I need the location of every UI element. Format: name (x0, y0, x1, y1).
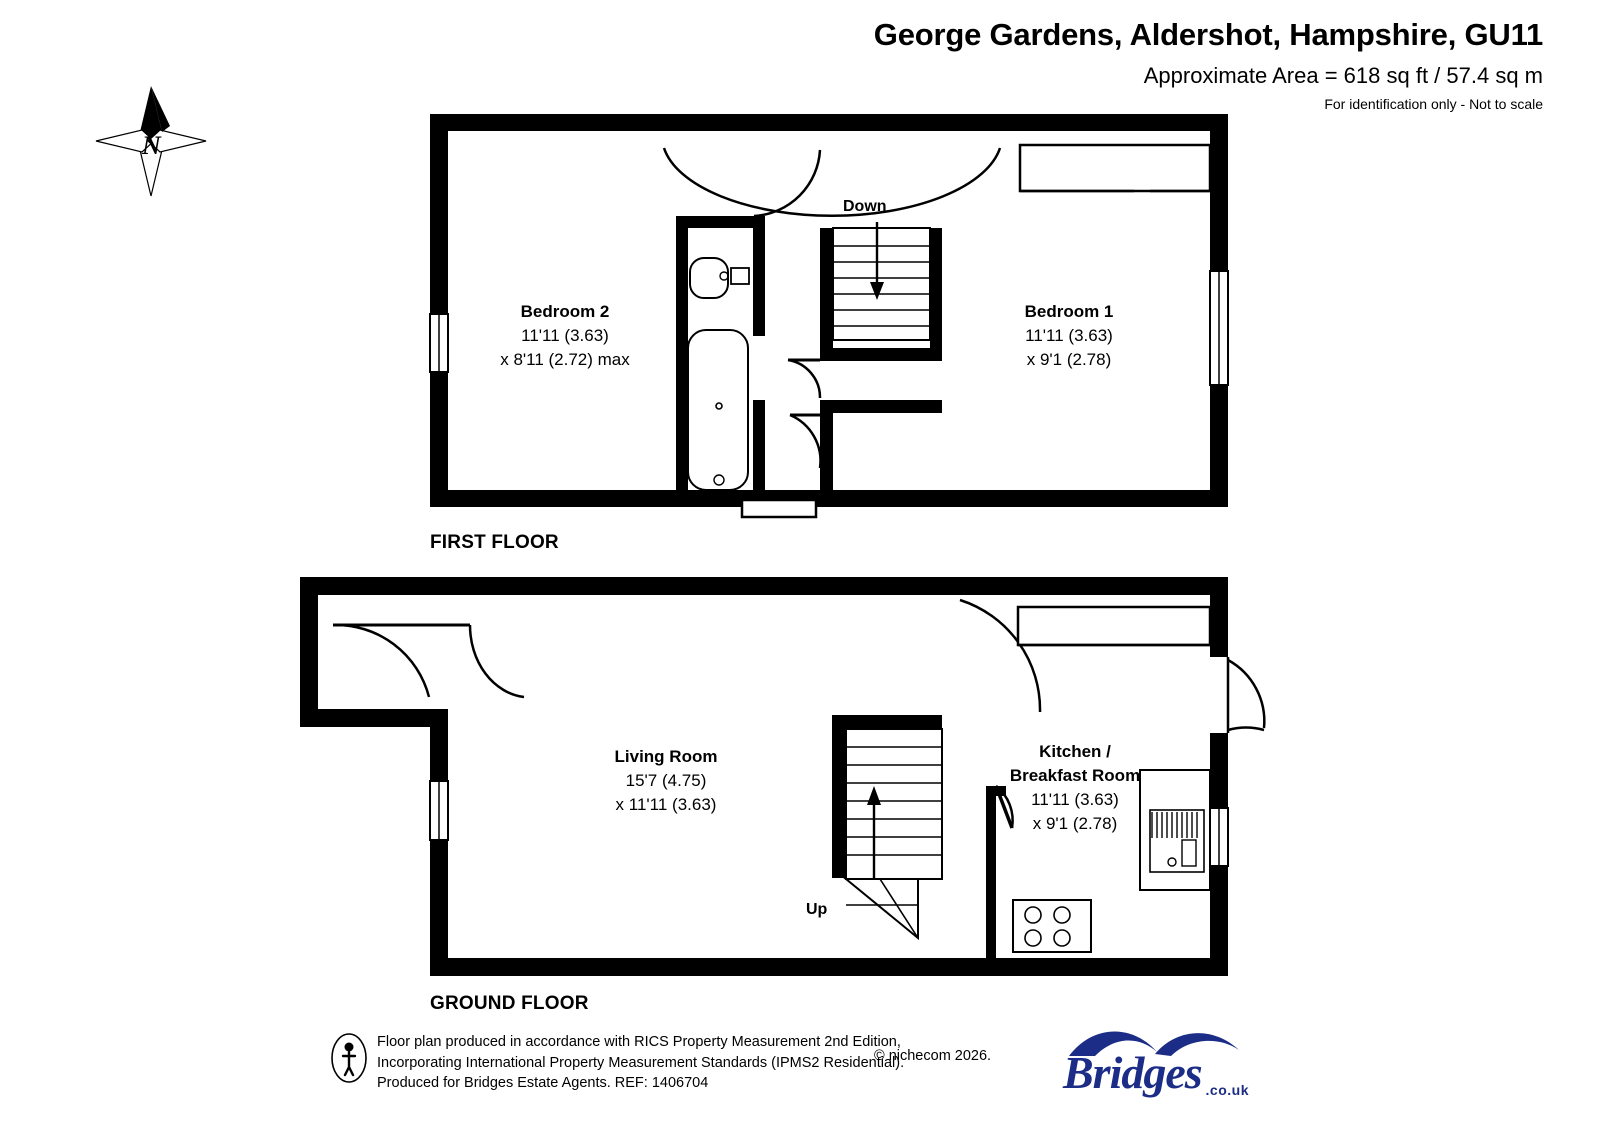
room-dimension-1: 11'11 (3.63) (1031, 790, 1119, 810)
accessibility-person-icon (331, 1033, 367, 1083)
ground-floor-staircase (846, 729, 942, 938)
footer-line-3: Produced for Bridges Estate Agents. REF: 1406704 (377, 1075, 709, 1092)
room-name: Bedroom 2 (520, 302, 610, 321)
bathroom-fixtures (688, 258, 749, 490)
room-name: Bedroom 1 (1024, 302, 1114, 321)
disclaimer-text: For identification only - Not to scale (1324, 96, 1543, 113)
staircase-label-down: Down (843, 198, 887, 215)
room-dimension-2: x 9'1 (2.78) (1032, 814, 1118, 834)
page-title: George Gardens, Aldershot, Hampshire, GU11 (873, 17, 1543, 52)
room-dimension-2: x 8'11 (2.72) max (500, 350, 630, 370)
room-dimension-1: 11'11 (3.63) (1025, 326, 1113, 346)
room-label-living-room (506, 745, 826, 817)
footer-credits (377, 1032, 904, 1094)
room-name-line-2: Breakfast Room (1009, 766, 1141, 786)
footer-line-1: Floor plan produced in accordance with RICS Property Measurement 2nd Edition, (377, 1034, 901, 1050)
bridges-logo[interactable] (1063, 1022, 1253, 1096)
compass-north-letter: N (142, 131, 161, 160)
approximate-area: Approximate Area = 618 sq ft / 57.4 sq m (1143, 63, 1543, 89)
room-dimension-2: x 9'1 (2.78) (1026, 350, 1112, 370)
bridges-domain: .co.uk (1205, 1082, 1249, 1098)
ground-floor-label: GROUND FLOOR (430, 993, 589, 1014)
room-name: Kitchen / (1039, 742, 1111, 761)
footer-line-2: Incorporating International Property Measurement Standards (IPMS2 Residential). (377, 1054, 905, 1071)
room-label-bedroom-2 (456, 300, 674, 372)
first-floor-label: FIRST FLOOR (430, 532, 559, 553)
room-label-bedroom-1 (960, 300, 1178, 372)
copyright-text: © nichecom 2026. (874, 1048, 992, 1064)
room-name: Living Room (614, 747, 718, 766)
first-floor-staircase (833, 222, 930, 340)
room-label-kitchen-breakfast-room (950, 740, 1200, 837)
room-dimension-1: 15'7 (4.75) (625, 771, 707, 791)
room-dimension-1: 11'11 (3.63) (521, 326, 609, 346)
room-dimension-2: x 11'11 (3.63) (615, 795, 717, 815)
bridges-wordmark: Bridges (1063, 1047, 1202, 1098)
staircase-label-up: Up (806, 901, 828, 918)
